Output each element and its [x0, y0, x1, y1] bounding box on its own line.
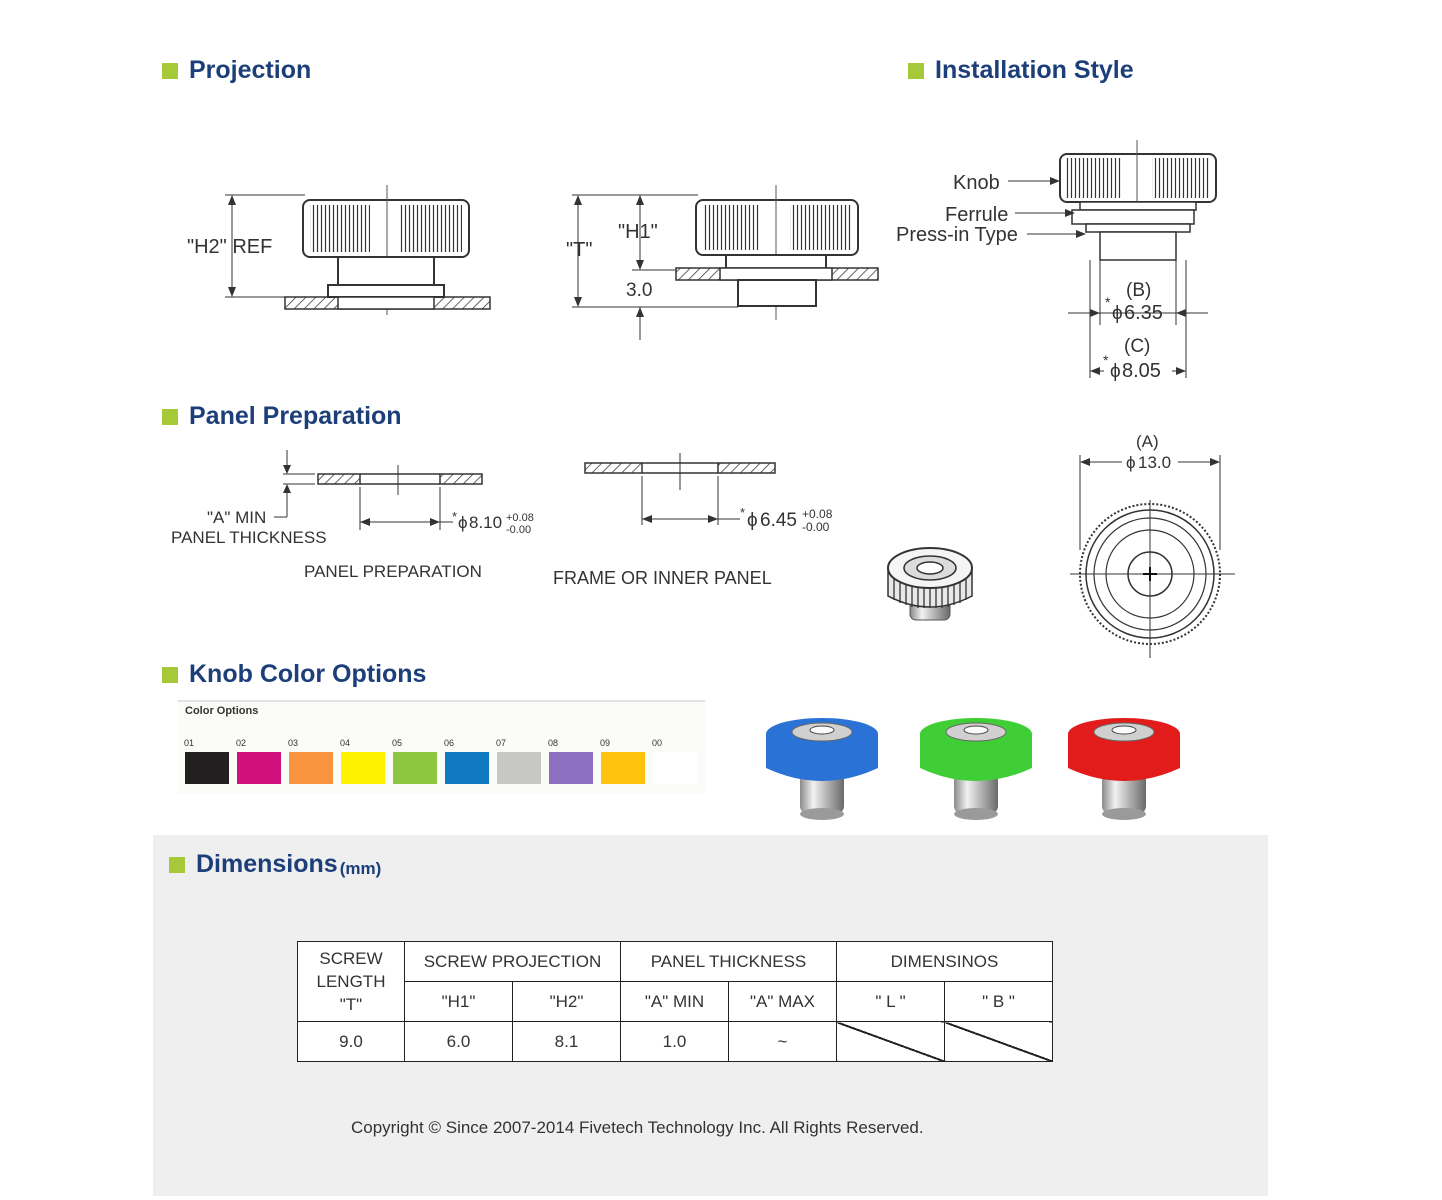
heading-panel-preparation: [162, 402, 402, 431]
c-value: 8.05: [1122, 360, 1161, 382]
header-screw-length: [298, 942, 405, 1022]
copyright-text: Copyright © Since 2007-2014 Fivetech Technology Inc. All Rights Reserved.: [351, 1118, 924, 1137]
color-swatch-00: [653, 752, 697, 784]
colored-knob-photos: [760, 712, 1200, 822]
b-label: (B): [1126, 280, 1152, 301]
color-swatch-06: [445, 752, 489, 784]
hole2-tol-minus: -0.00: [802, 520, 830, 534]
knob-photo-blue: [766, 718, 878, 820]
frame-inner-panel-caption: FRAME OR INNER PANEL: [553, 568, 772, 588]
color-options-chart: [178, 700, 705, 794]
bullet-square-icon: [162, 667, 178, 683]
bullet-square-icon: [169, 857, 185, 873]
header-h2: "H2": [513, 982, 621, 1022]
bullet-square-icon: [162, 409, 178, 425]
cell-t: 9.0: [298, 1022, 405, 1062]
projection-drawing-h1: [560, 180, 890, 340]
cell-l-empty: [837, 1022, 945, 1062]
hole2-value: 6.45: [760, 510, 797, 531]
knob-photo-red: [1068, 718, 1180, 820]
color-swatch-05: [393, 752, 437, 784]
header-text: LENGTH: [316, 972, 386, 991]
b-value: 6.35: [1124, 302, 1163, 324]
c-label: (C): [1124, 336, 1151, 357]
projection-drawing-h2: [180, 175, 500, 325]
hole1-value: 8.10: [469, 513, 503, 532]
heading-installation-text: Installation Style: [935, 56, 1134, 84]
a-phi: ϕ: [1126, 453, 1136, 472]
knob-3d-sketch: [880, 540, 980, 630]
knob-label: Knob: [953, 172, 1000, 194]
header-screw-projection: SCREW PROJECTION: [405, 942, 621, 982]
color-swatch-07: [497, 752, 541, 784]
dimensions-table: [297, 941, 1053, 1062]
press-in-label: Press-in Type: [896, 224, 1018, 246]
dim-3-label: 3.0: [626, 280, 653, 301]
cell-h2: 8.1: [513, 1022, 621, 1062]
header-b: " B ": [945, 982, 1053, 1022]
cell-a-max: ~: [729, 1022, 837, 1062]
heading-panel-prep-text: Panel Preparation: [189, 402, 402, 430]
t-label: "T": [566, 239, 593, 261]
b-star: *: [1105, 294, 1111, 310]
swatch-code: 03: [288, 738, 299, 748]
panel-prep-caption: PANEL PREPARATION: [304, 562, 482, 581]
header-l: " L ": [837, 982, 945, 1022]
h1-label: "H1": [618, 221, 658, 243]
a-min-label: "A" MIN: [207, 508, 267, 527]
c-phi: ϕ: [1110, 361, 1121, 382]
header-text: SCREW: [319, 949, 383, 968]
table-row: [298, 1022, 1053, 1062]
panel-thickness-label: PANEL THICKNESS: [171, 528, 327, 547]
cell-a-min: 1.0: [621, 1022, 729, 1062]
cell-h1: 6.0: [405, 1022, 513, 1062]
swatch-code: 07: [496, 738, 507, 748]
heading-dimensions-unit: (mm): [339, 858, 382, 878]
c-star: *: [1103, 352, 1109, 368]
color-swatch-02: [237, 752, 281, 784]
swatch-code: 06: [444, 738, 455, 748]
header-a-min: "A" MIN: [621, 982, 729, 1022]
b-phi: ϕ: [1112, 303, 1123, 324]
hole1-phi: ϕ: [458, 513, 468, 532]
color-swatch-01: [185, 752, 229, 784]
swatch-code: 08: [548, 738, 559, 748]
heading-projection: [162, 56, 311, 85]
hole1-star: *: [452, 509, 458, 524]
heading-installation-style: [908, 56, 1134, 85]
color-swatch-09: [601, 752, 645, 784]
heading-dimensions-text: Dimensions: [196, 850, 338, 878]
hole2-phi: ϕ: [747, 510, 758, 531]
panel-preparation-drawing: [165, 445, 545, 585]
hole2-tol-plus: +0.08: [802, 507, 833, 521]
header-panel-thickness: PANEL THICKNESS: [621, 942, 837, 982]
hole1-tol-plus: +0.08: [506, 512, 534, 524]
color-swatch-03: [289, 752, 333, 784]
heading-knob-colors-text: Knob Color Options: [189, 660, 427, 688]
installation-style-drawing: [890, 140, 1230, 385]
header-dimensions: DIMENSINOS: [837, 942, 1053, 982]
swatch-code: 02: [236, 738, 247, 748]
swatch-code: 09: [600, 738, 611, 748]
color-swatch-04: [341, 752, 385, 784]
swatch-code: 01: [184, 738, 195, 748]
bullet-square-icon: [162, 63, 178, 79]
frame-inner-panel-drawing: [550, 445, 850, 590]
heading-projection-text: Projection: [189, 56, 312, 84]
knob-photo-green: [920, 718, 1032, 820]
hole2-star: *: [740, 505, 746, 520]
swatch-code: 05: [392, 738, 403, 748]
color-swatch-08: [549, 752, 593, 784]
ferrule-label: Ferrule: [945, 204, 1009, 226]
top-view-drawing: [1060, 430, 1240, 660]
swatch-code: 00: [652, 738, 663, 748]
header-text: "T": [339, 995, 363, 1014]
cell-b-empty: [945, 1022, 1053, 1062]
header-h1: "H1": [405, 982, 513, 1022]
swatch-code: 04: [340, 738, 351, 748]
a-value: 13.0: [1138, 453, 1172, 472]
h2-ref-label: "H2" REF: [187, 236, 273, 258]
a-label: (A): [1136, 432, 1159, 451]
header-a-max: "A" MAX: [729, 982, 837, 1022]
color-options-title: Color Options: [185, 705, 259, 717]
heading-dimensions: [169, 850, 381, 879]
hole1-tol-minus: -0.00: [506, 524, 532, 536]
heading-knob-color-options: [162, 660, 426, 689]
bullet-square-icon: [908, 63, 924, 79]
